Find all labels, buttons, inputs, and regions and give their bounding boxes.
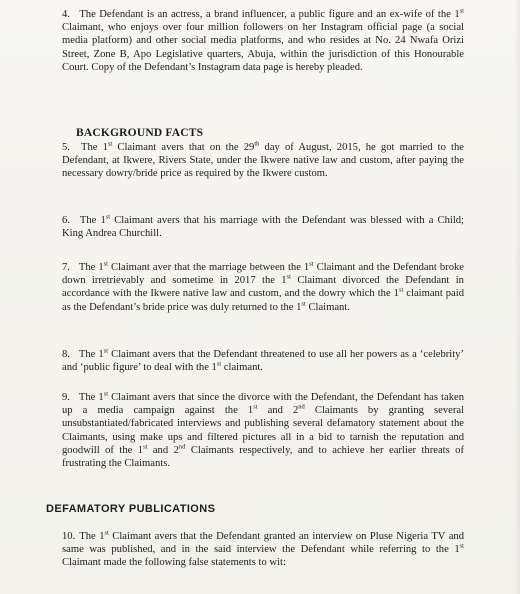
paragraph-text: Claimant aver that the marriage between the 1: [107, 262, 310, 273]
ordinal-suffix: st: [107, 140, 113, 148]
ordinal-suffix: nd: [178, 443, 186, 451]
paragraph-text: Claimants by granting several unsubstantiated/fabricated interviews and publishing several defamatory statement about the Claimants, using make ups and filtered pictures all in a bid to tarnish the reputation and goodwill of the 1: [62, 405, 464, 456]
paragraph-number: 7.: [62, 262, 70, 273]
paragraph-number: 4.: [62, 9, 70, 20]
paragraph-10: [62, 530, 464, 570]
ordinal-suffix: st: [301, 300, 306, 308]
heading-defamatory-publications: DEFAMATORY PUBLICATIONS: [46, 503, 216, 515]
paragraph-text: Claimant avers that the Defendant granted an interview on Pluse Nigeria TV and same was published, and in the said interview the Defendant while referring to the 1: [62, 531, 464, 556]
paragraph-5: [62, 141, 464, 181]
paragraph-7: [62, 261, 464, 314]
paragraph-number: 6.: [62, 215, 70, 226]
ordinal-suffix: st: [459, 542, 464, 550]
ordinal-suffix: st: [216, 360, 222, 368]
heading-background-facts: BACKGROUND FACTS: [76, 127, 204, 139]
paragraph-text: and 2: [257, 405, 299, 417]
ordinal-suffix: st: [103, 260, 108, 268]
ordinal-suffix: st: [143, 443, 148, 451]
ordinal-suffix: st: [105, 213, 111, 221]
paragraph-number: 10.: [62, 531, 76, 542]
paragraph-text: Claimant divorced the Defendant in accordance with the Ikwere native law and custom, and the dowry which the 1: [62, 275, 464, 300]
paragraph-text: Claimant, who enjoys over four million followers on her Instagram official page (a social media platform) and other social media platforms, and who resides at No. 24 Nwafa Orizi Street, Zone B, Apo Legislative quarters, Abuja, within the jurisdiction of this Honourable Court. Copy of the Defendant’s Instagram data page is hereby pleaded.: [62, 22, 464, 73]
paragraph-text: Claimant and the Defendant broke down irretrievably and sometime in 2017 the 1: [62, 262, 464, 287]
paragraph-text: Claimants respectively, and to achieve her earlier threats of frustrating the Claimants.: [62, 444, 464, 470]
paragraph-6: [62, 214, 464, 240]
paragraph-text: and 2: [147, 444, 179, 456]
ordinal-suffix: st: [103, 347, 109, 355]
ordinal-suffix: st: [103, 390, 109, 398]
paragraph-text: The 1: [78, 392, 104, 403]
ordinal-suffix: st: [104, 529, 109, 537]
paragraph-text: Claimant avers that his marriage with the Defendant was blessed with a Child; King Andrea Churchill.: [62, 215, 464, 240]
ordinal-suffix: st: [253, 403, 258, 411]
paragraph-text: day of August, 2015, he got married to the Defendant, at Ikwere, Rivers State, under the Ikwere native law and custom, after paying the necessary dowry/bride price as required by the Ikwere custom.: [62, 142, 464, 180]
paragraph-number: 9.: [62, 392, 70, 403]
paragraph-number: 5.: [62, 142, 70, 153]
ordinal-suffix: st: [459, 7, 464, 15]
paragraph-text: The 1: [78, 349, 104, 360]
ordinal-suffix: nd: [298, 403, 305, 411]
paragraph-text: The 1: [78, 262, 104, 273]
paragraph-text: claimant.: [221, 362, 263, 374]
paragraph-9: [62, 391, 464, 470]
paragraph-text: The 1: [80, 142, 108, 153]
paragraph-8: [62, 348, 464, 374]
paragraph-4: [62, 8, 464, 74]
paragraph-number: 8.: [62, 349, 70, 360]
paragraph-text: Claimant avers that on the 29: [112, 142, 255, 153]
paragraph-text: Claimant avers that since the divorce with the Defendant, the Defendant has taken up a media campaign against the 1: [62, 392, 464, 417]
page-edge-shadow: [514, 0, 520, 594]
paragraph-text: The 1: [79, 215, 106, 226]
paragraph-text: Claimant avers that the Defendant threatened to use all her powers as a ‘celebrity’ and ‘public figure’ to deal with the 1: [62, 349, 464, 374]
paragraph-text: The 1: [79, 531, 105, 542]
ordinal-suffix: st: [309, 260, 314, 268]
paragraph-text: claimant paid as the Defendant’s bride price was duly returned to the 1: [62, 288, 465, 313]
ordinal-suffix: st: [398, 286, 404, 294]
paragraph-text: The Defendant is an actress, a brand influencer, a public figure and an ex-wife of the 1: [79, 9, 460, 20]
paragraph-text: Claimant made the following false statements to wit:: [62, 557, 286, 569]
paragraph-text: Claimant.: [305, 301, 350, 313]
ordinal-suffix: th: [254, 140, 260, 148]
ordinal-suffix: st: [286, 273, 291, 281]
